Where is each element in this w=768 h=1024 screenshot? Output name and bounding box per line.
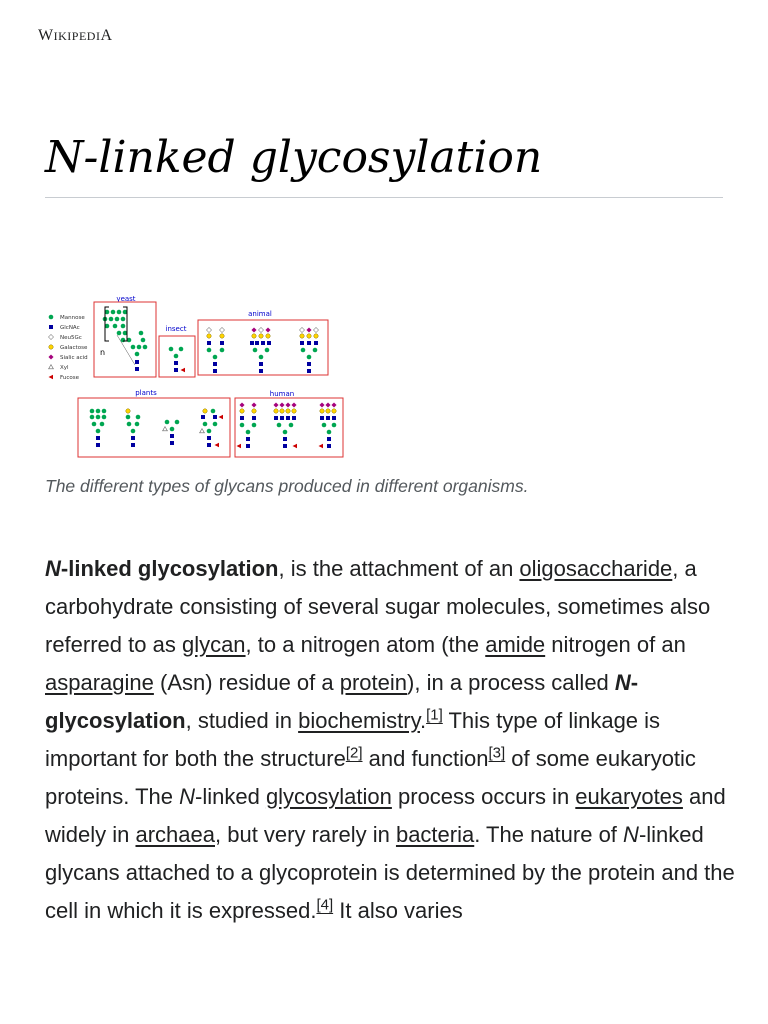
text-run: ), in a process called — [407, 670, 615, 695]
insect-glycan — [169, 347, 185, 373]
text-run: . — [419, 708, 427, 733]
wordmark-middle: IKIPEDI — [53, 29, 101, 43]
wikipedia-wordmark[interactable] — [38, 27, 113, 45]
reference-link[interactable]: [2] — [345, 744, 363, 762]
group-label-plants: plants — [135, 389, 157, 397]
plants-box — [78, 398, 230, 457]
legend-mannose: Mannose — [60, 315, 85, 321]
group-label-insect: insect — [165, 325, 187, 333]
text-run: of some eukaryotic proteins. The — [45, 746, 696, 809]
legend-galactose: Galactose — [60, 345, 88, 351]
link-oligosaccharide[interactable]: oligosaccharide — [519, 556, 673, 581]
link-glycan[interactable]: glycan — [181, 632, 246, 657]
text-run: This type of linkage is important for both the structure — [45, 708, 661, 771]
reference-2[interactable] — [346, 745, 363, 762]
link-biochemistry[interactable]: biochemistry — [298, 708, 420, 733]
reference-link[interactable]: [3] — [488, 744, 506, 762]
link-eukaryotes[interactable]: eukaryotes — [575, 784, 683, 809]
reference-1[interactable] — [426, 707, 443, 724]
text-run: , studied in — [185, 708, 299, 733]
plants-glycans — [90, 409, 223, 448]
text-run: , a carbohydrate consisting of several sugar molecules, sometimes also referred to as — [45, 556, 711, 657]
yeast-glycan — [100, 307, 147, 371]
bold-italic-n: N — [614, 670, 631, 695]
link-archaea[interactable]: archaea — [135, 822, 215, 847]
group-label-human: human — [269, 390, 295, 398]
legend-glcnac: GlcNAc — [60, 325, 80, 331]
text-run: and widely in — [45, 784, 726, 847]
text-run: , to a nitrogen atom (the — [245, 632, 486, 657]
reference-4[interactable] — [316, 897, 333, 914]
text-run: It also varies — [333, 898, 463, 923]
legend-fucose: Fucose — [60, 375, 79, 381]
page-title: N-linked glycosylation — [45, 132, 543, 183]
text-run: -linked — [195, 784, 266, 809]
text-run: and function — [362, 746, 489, 771]
group-label-animal: animal — [248, 310, 272, 318]
group-label-yeast: yeast — [116, 295, 136, 303]
link-glycosylation[interactable]: glycosylation — [265, 784, 392, 809]
repeat-label: n — [100, 348, 106, 357]
wordmark-final: A — [100, 27, 113, 44]
text-run: , but very rarely in — [215, 822, 396, 847]
title-divider — [45, 197, 723, 198]
human-box — [235, 398, 343, 457]
legend-neu5gc: Neu5Gc — [60, 335, 82, 341]
lead-paragraph — [45, 550, 735, 930]
italic-n: N — [623, 822, 639, 847]
glycan-types-figure[interactable] — [45, 295, 347, 460]
text-run: process occurs in — [391, 784, 576, 809]
link-bacteria[interactable]: bacteria — [395, 822, 475, 847]
text-run: , is the attachment of an — [278, 556, 520, 581]
figure-legend — [48, 315, 87, 381]
wordmark-initial: W — [38, 27, 54, 44]
link-asparagine[interactable]: asparagine — [45, 670, 154, 695]
text-run: nitrogen of an — [545, 632, 686, 657]
bold-term: -linked glycosylation — [60, 556, 279, 581]
text-run: -linked glycans attached to a glycoprotein is determined by the protein and the cell in which it is expressed. — [45, 822, 735, 923]
legend-sialic-acid: Sialic acid — [60, 355, 88, 361]
bold-italic-n: N — [45, 556, 61, 581]
figure-caption: The different types of glycans produced in different organisms. — [45, 476, 529, 496]
bold-term: -glycosylation — [45, 670, 639, 733]
text-run: (Asn) residue of a — [153, 670, 340, 695]
reference-link[interactable]: [4] — [316, 896, 334, 914]
legend-xyl: Xyl — [60, 365, 69, 371]
human-glycans — [237, 402, 337, 448]
italic-n: N — [179, 784, 196, 809]
link-amide[interactable]: amide — [485, 632, 546, 657]
text-run: . The nature of — [474, 822, 624, 847]
animal-glycans — [206, 327, 318, 373]
link-protein[interactable]: protein — [339, 670, 408, 695]
reference-3[interactable] — [489, 745, 506, 762]
reference-link[interactable]: [1] — [426, 706, 443, 724]
